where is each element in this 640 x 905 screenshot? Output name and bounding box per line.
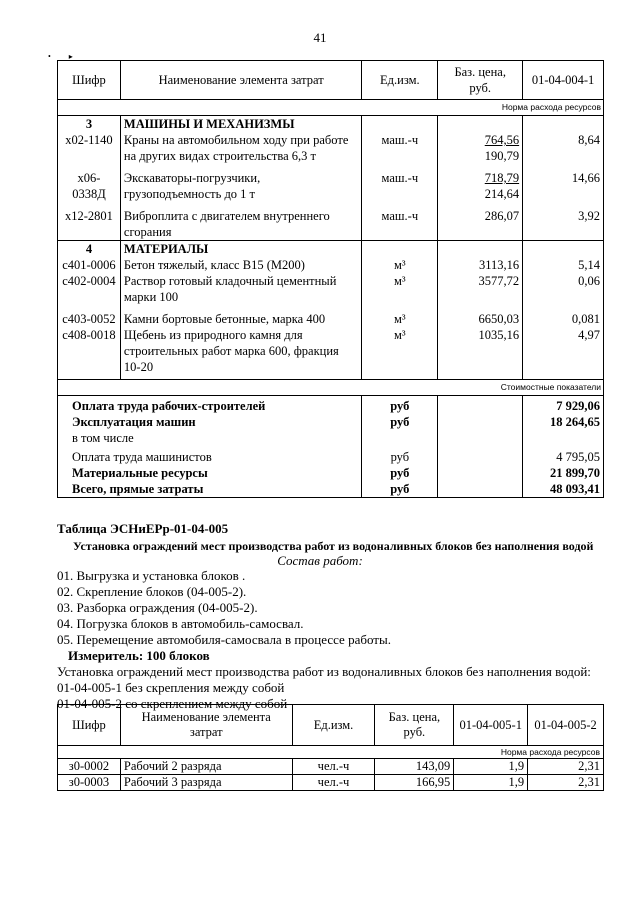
list-item: 03. Разборка ограждения (04-005-2). — [57, 600, 258, 615]
summary-unit: руб — [362, 414, 438, 430]
unit: м³ — [362, 273, 438, 305]
summary-value: 21 899,70 — [523, 465, 604, 481]
composition-title: Состав работ: — [277, 553, 363, 568]
norm-value: 8,64 — [523, 132, 604, 164]
resource-code: з0-0002 — [58, 759, 121, 775]
resource-name: Экскаваторы-погрузчики, грузоподъемность до 1 т — [120, 164, 361, 202]
norm-value-1: 1,9 — [454, 775, 528, 791]
corner-marks: • ▸ — [48, 52, 81, 61]
norm-value: 4,97 — [523, 327, 604, 380]
section-title: МАТЕРИАЛЫ — [120, 241, 361, 258]
header-cell: Наименование элемента затрат — [120, 61, 361, 100]
resource-name: Рабочий 2 разряда — [120, 759, 292, 775]
resources-table-04-004 — [57, 60, 604, 498]
unit: маш.-ч — [362, 132, 438, 164]
summary-unit: руб — [362, 481, 438, 498]
base-price: 718,79 214,64 — [438, 164, 523, 202]
summary-row — [58, 446, 604, 465]
summary-value: 4 795,05 — [523, 446, 604, 465]
summary-unit: руб — [362, 396, 438, 415]
base-price: 286,07 — [438, 202, 523, 241]
list-item: 04. Погрузка блоков в автомобиль-самосвал. — [57, 616, 304, 631]
summary-row — [58, 481, 604, 498]
unit: маш.-ч — [362, 164, 438, 202]
resource-code: х02-1140 — [58, 132, 121, 164]
summary-unit: руб — [362, 446, 438, 465]
summary-label: в том числе — [58, 430, 362, 446]
norm-value: 3,92 — [523, 202, 604, 241]
header-cell: Шифр — [58, 61, 121, 100]
resource-code: х06-0338Д — [58, 164, 121, 202]
header-cell: Баз. цена, руб. — [438, 61, 523, 100]
unit: м³ — [362, 327, 438, 380]
resource-name: Раствор готовый кладочный цементный марки 100 — [120, 273, 361, 305]
table-header-row — [58, 61, 604, 100]
page-number: 41 — [313, 30, 327, 45]
unit: чел.-ч — [292, 775, 375, 791]
table-row — [58, 257, 604, 273]
summary-value: 48 093,41 — [523, 481, 604, 498]
resource-name: Краны на автомобильном ходу при работе на других видах строительства 6,3 т — [120, 132, 361, 164]
list-item: 02. Скрепление блоков (04-005-2). — [57, 584, 247, 599]
header-cell: Наименование элемента затрат — [120, 705, 292, 746]
unit: чел.-ч — [292, 759, 375, 775]
resource-name: Рабочий 3 разряда — [120, 775, 292, 791]
unit: м³ — [362, 257, 438, 273]
base-price: 3113,16 — [438, 257, 523, 273]
resource-code: с408-0018 — [58, 327, 121, 380]
summary-row — [58, 430, 604, 446]
section-number: 3 — [58, 116, 121, 133]
resource-code: х12-2801 — [58, 202, 121, 241]
base-price: 1035,16 — [438, 327, 523, 380]
table-row — [58, 759, 604, 775]
norm-value-2: 2,31 — [528, 775, 604, 791]
table-row — [58, 132, 604, 164]
summary-row — [58, 396, 604, 415]
base-price: 166,95 — [375, 775, 454, 791]
base-price: 3577,72 — [438, 273, 523, 305]
norm-value: 0,081 — [523, 305, 604, 327]
norm-value: 14,66 — [523, 164, 604, 202]
norm-value: 0,06 — [523, 273, 604, 305]
header-cell: Ед.изм. — [292, 705, 375, 746]
unit: маш.-ч — [362, 202, 438, 241]
table-row — [58, 775, 604, 791]
norm-value: 5,14 — [523, 257, 604, 273]
table-row — [58, 202, 604, 241]
header-cell: 01-04-005-2 — [528, 705, 604, 746]
base-price: 6650,03 — [438, 305, 523, 327]
resource-code: с403-0052 — [58, 305, 121, 327]
norm-value-1: 1,9 — [454, 759, 528, 775]
table-row — [58, 305, 604, 327]
summary-value: 7 929,06 — [523, 396, 604, 415]
section-heading-row — [58, 241, 604, 258]
description-line: 01-04-005-1 без скрепления между собой — [57, 680, 285, 695]
works-list — [57, 568, 617, 648]
summary-label: Эксплуатация машин — [58, 414, 362, 430]
list-item: 01. Выгрузка и установка блоков . — [57, 568, 246, 583]
norm-note: Норма расхода ресурсов — [58, 746, 604, 759]
resource-name: Щебень из природного камня для строительных работ марка 600, фракция 10-20 — [120, 327, 361, 380]
summary-row — [58, 465, 604, 481]
table-row — [58, 164, 604, 202]
summary-row — [58, 414, 604, 430]
header-cell: Баз. цена, руб. — [375, 705, 454, 746]
summary-label: Материальные ресурсы — [58, 465, 362, 481]
table-row — [58, 273, 604, 305]
summary-label: Оплата труда машинистов — [58, 446, 362, 465]
table-header-row — [58, 705, 604, 746]
header-cell: Ед.изм. — [362, 61, 438, 100]
norm-note: Норма расхода ресурсов — [58, 100, 604, 116]
base-price: 143,09 — [375, 759, 454, 775]
summary-value: 18 264,65 — [523, 414, 604, 430]
table-subtitle: Установка ограждений мест производства работ из водоналивных блоков без наполнения водой — [73, 539, 594, 553]
summary-label: Оплата труда рабочих-строителей — [58, 396, 362, 415]
table-title: Таблица ЭСНиЕРр-01-04-005 — [57, 521, 229, 536]
resource-code: з0-0003 — [58, 775, 121, 791]
description-line: 01-04-005-2 со скреплением между собой — [57, 696, 288, 711]
header-cell: 01-04-005-1 — [454, 705, 528, 746]
cost-note: Стоимостные показатели — [58, 380, 604, 396]
list-item: 05. Перемещение автомобиля-самосвала в процессе работы. — [57, 632, 391, 647]
description-line: Установка ограждений мест производства работ из водоналивных блоков без наполнения водой: — [57, 664, 591, 679]
table-row — [58, 327, 604, 380]
norm-value-2: 2,31 — [528, 759, 604, 775]
summary-unit: руб — [362, 465, 438, 481]
section-title: МАШИНЫ И МЕХАНИЗМЫ — [120, 116, 361, 133]
resources-table-04-005 — [57, 704, 604, 791]
base-price: 764,56 190,79 — [438, 132, 523, 164]
unit: м³ — [362, 305, 438, 327]
resource-name: Виброплита с двигателем внутреннего сгорания — [120, 202, 361, 241]
section-number: 4 — [58, 241, 121, 258]
resource-name: Бетон тяжелый, класс В15 (М200) — [120, 257, 361, 273]
summary-label: Всего, прямые затраты — [58, 481, 362, 498]
resource-code: с401-0006 — [58, 257, 121, 273]
section-heading-row — [58, 116, 604, 133]
header-cell: Шифр — [58, 705, 121, 746]
header-cell: 01-04-004-1 — [523, 61, 604, 100]
meter-label: Измеритель: 100 блоков — [68, 648, 210, 663]
resource-name: Камни бортовые бетонные, марка 400 — [120, 305, 361, 327]
resource-code: с402-0004 — [58, 273, 121, 305]
